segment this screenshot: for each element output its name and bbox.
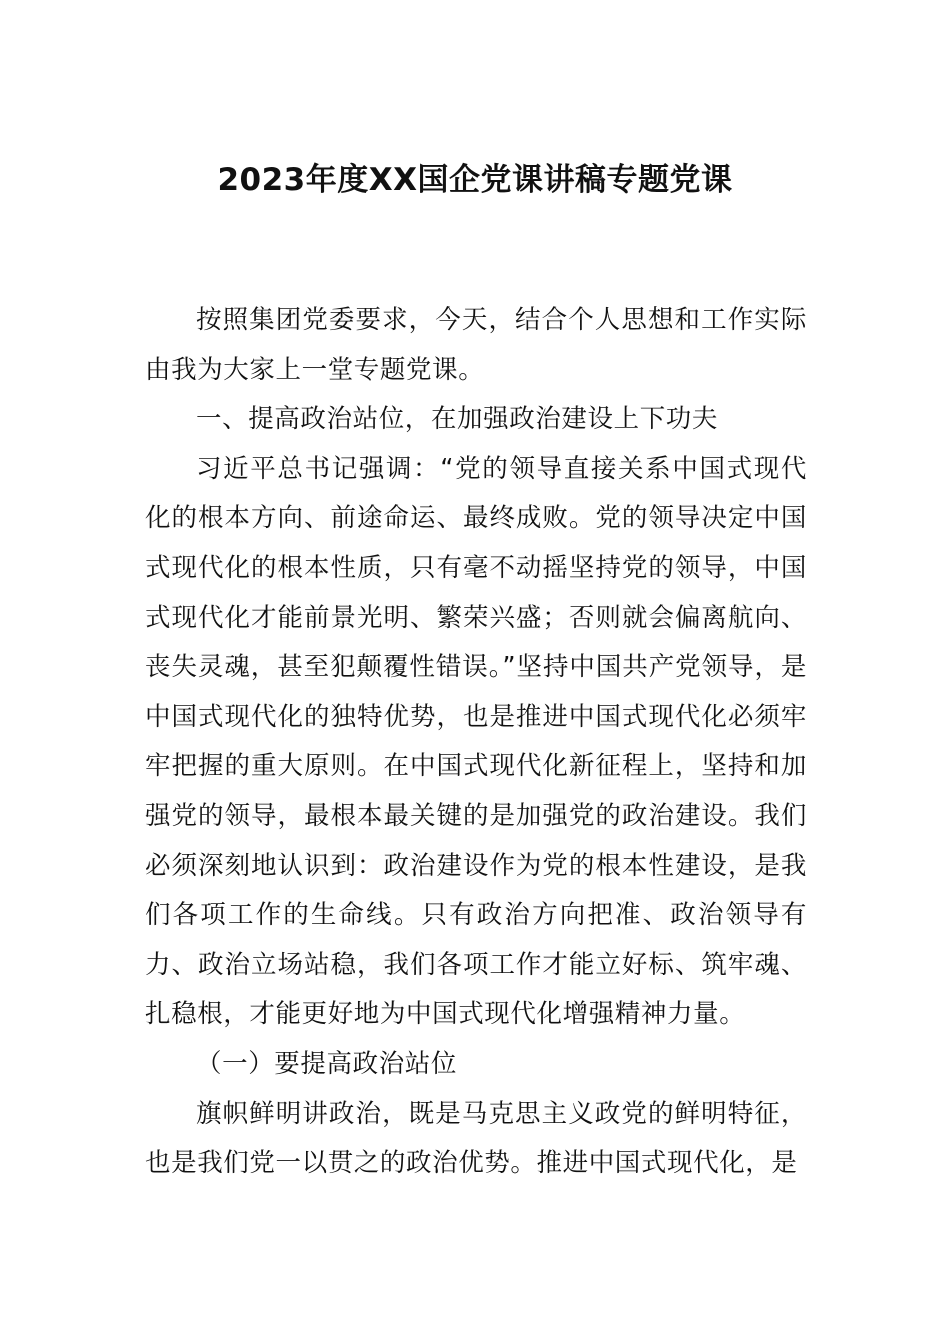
document-title: 2023年度XX国企党课讲稿专题党课 <box>217 162 733 198</box>
body-paragraph: 习近平总书记强调：“党的领导直接关系中国式现代化的根本方向、前途命运、最终成败。党的领导决定中国式现代化的根本性质，只有毫不动摇坚持党的领导，中国式现代化才能前景光明、繁荣兴盛；否则就会偏离航向、丧失灵魂，甚至犯颠覆性错误。”坚持中国共产党领导，是中国式现代化的独特优势，也是推进中国式现代化必须牢牢把握的重大原则。在中国式现代化新征程上，坚持和加强党的领导，最根本最关键的是加强党的政治建设。我们必须深刻地认识到：政治建设作为党的根本性建设，是我们各项工作的生命线。只有政治方向把准、政治领导有力、政治立场站稳，我们各项工作才能立好标、筑牢魂、扎稳根，才能更好地为中国式现代化增强精神力量。 <box>145 453 807 1030</box>
document-body <box>145 296 807 1189</box>
subsection-heading-1: （一）要提高政治站位 <box>196 1048 458 1079</box>
body-paragraph: 旗帜鲜明讲政治，既是马克思主义政党的鲜明特征，也是我们党一以贯之的政治优势。推进中国式现代化，是 <box>145 1098 807 1179</box>
intro-paragraph: 按照集团党委要求，今天，结合个人思想和工作实际由我为大家上一堂专题党课。 <box>145 305 807 385</box>
section-heading-1: 一、提高政治站位，在加强政治建设上下功夫 <box>196 404 719 435</box>
